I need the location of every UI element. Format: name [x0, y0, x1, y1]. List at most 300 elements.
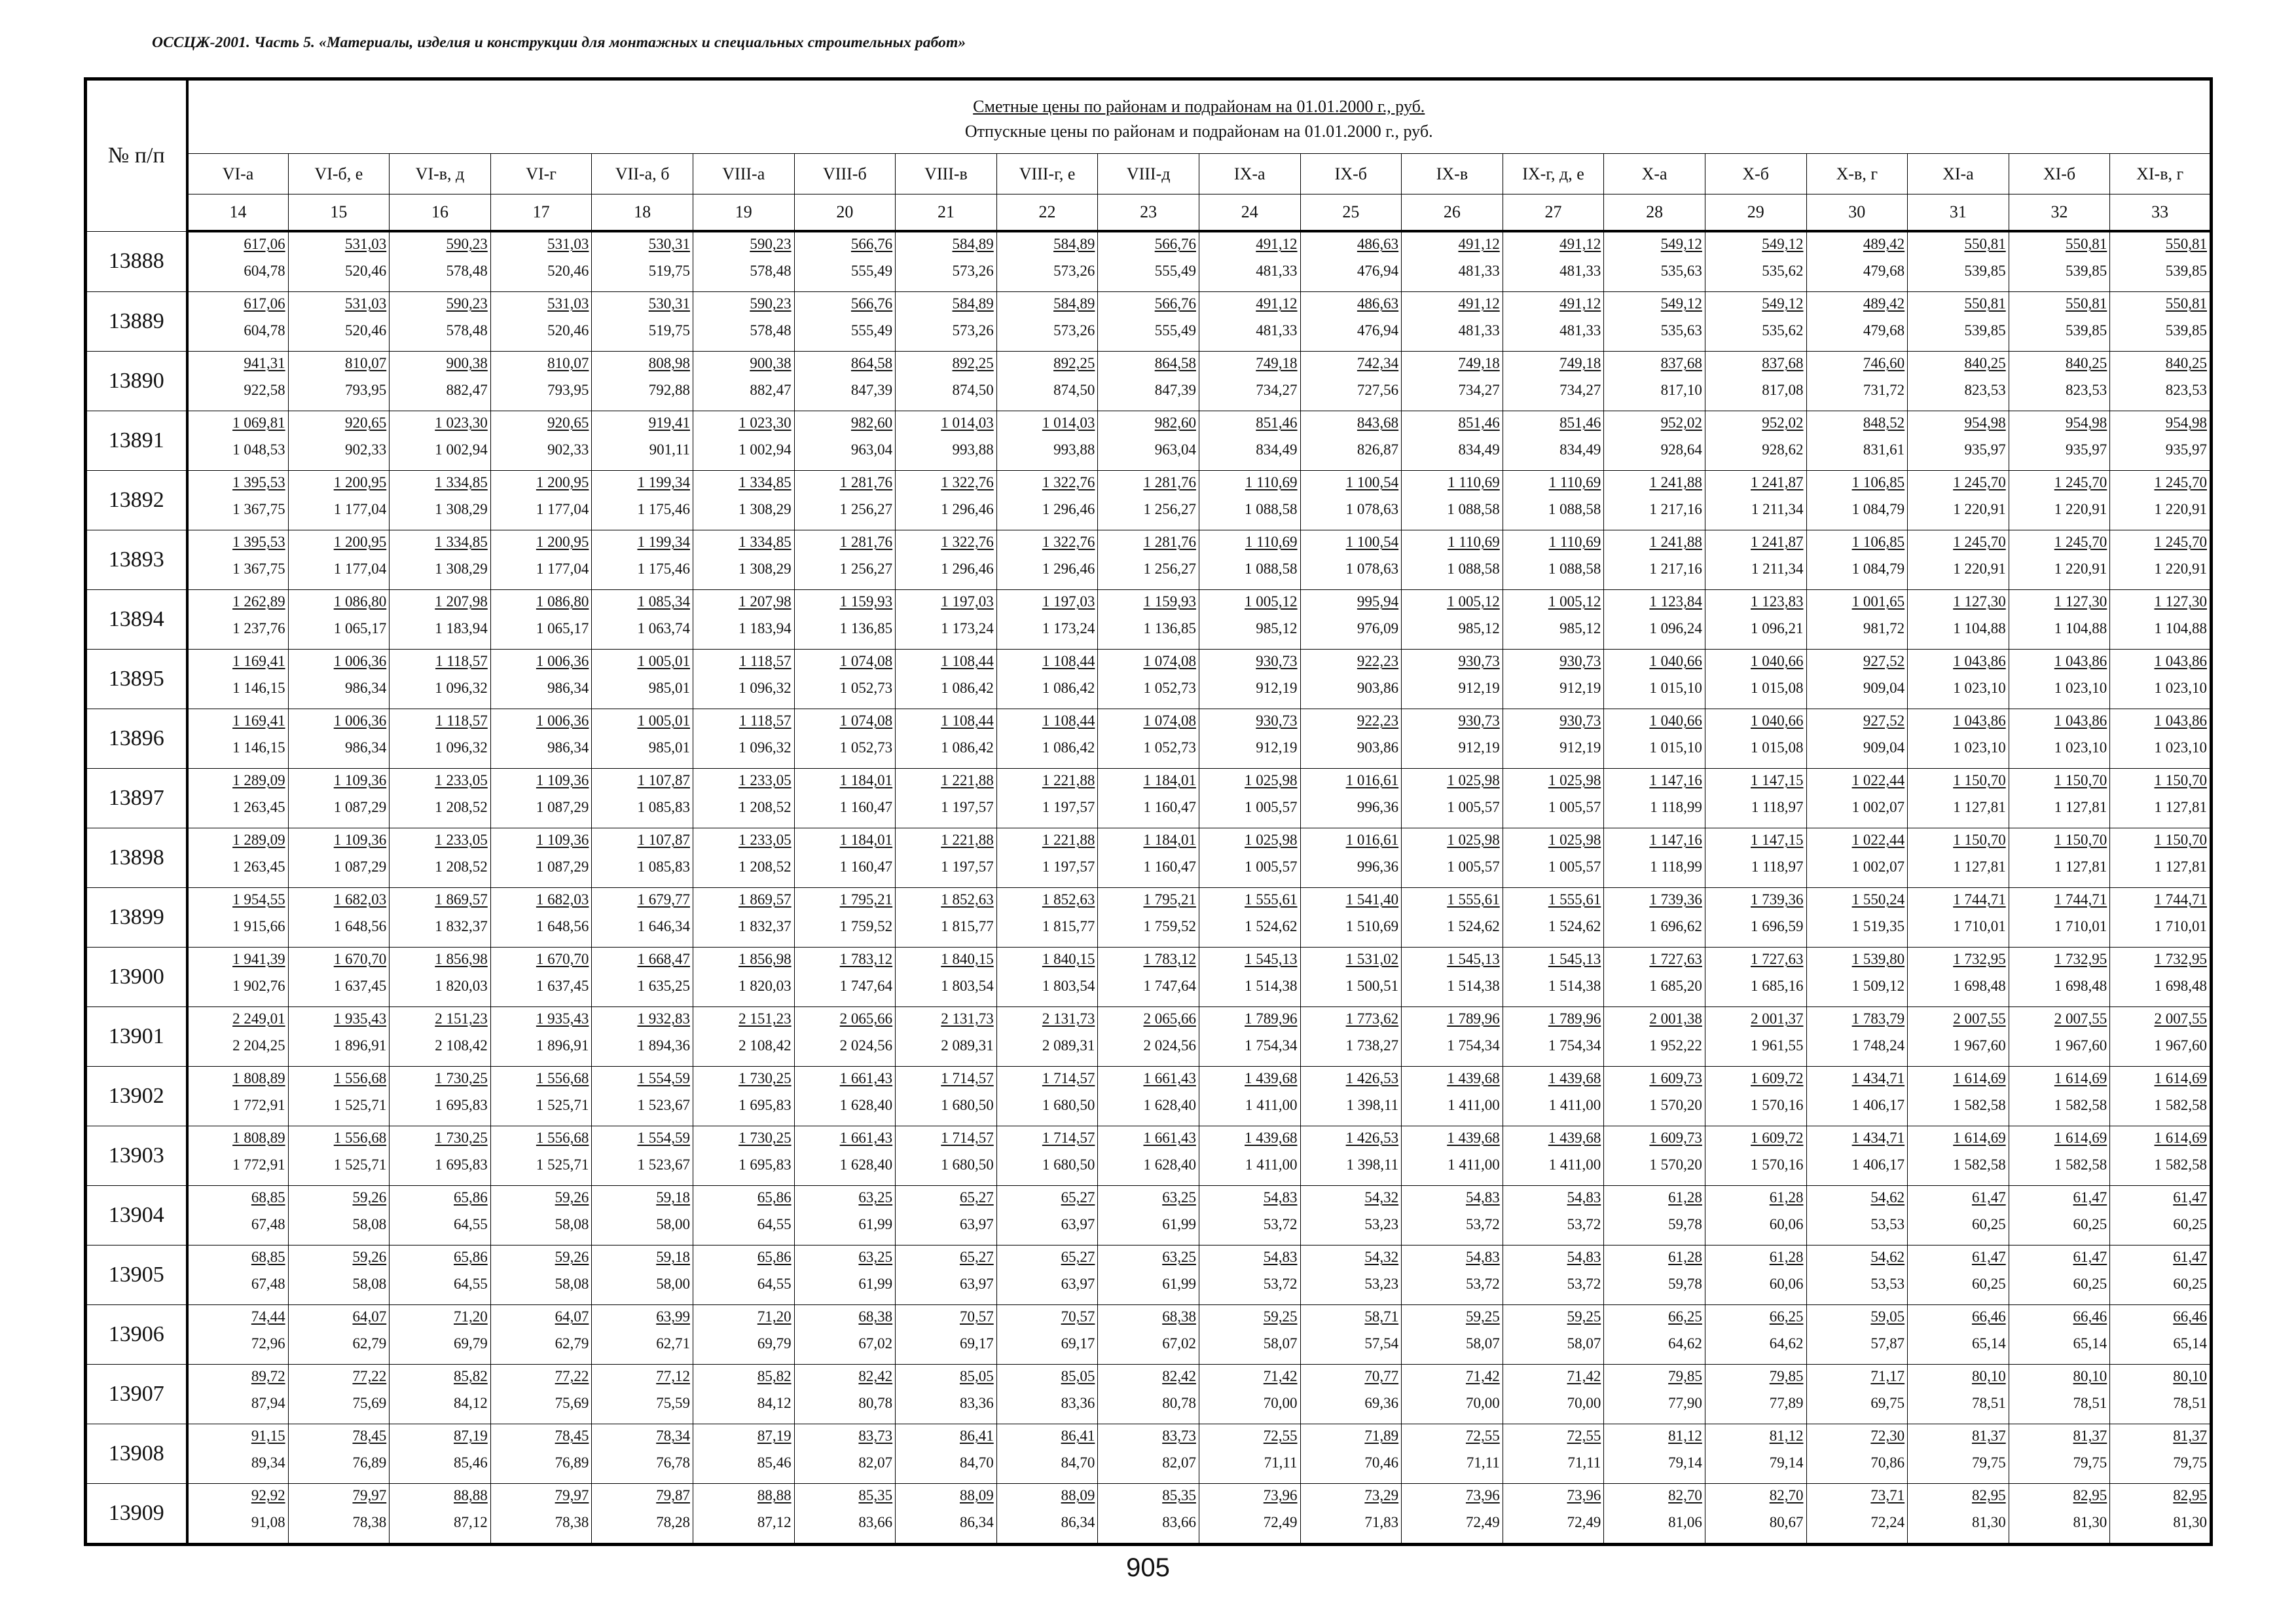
release-price: 69,36	[1364, 1395, 1399, 1411]
release-price: 912,19	[1256, 739, 1298, 756]
release-price: 1 088,58	[1447, 561, 1500, 577]
column-number-row	[86, 194, 2212, 232]
release-price: 555,49	[1154, 322, 1196, 339]
price-cell	[2110, 1424, 2212, 1484]
release-price: 1 296,46	[1042, 501, 1095, 517]
release-price: 1 411,00	[1548, 1097, 1601, 1113]
price-cell	[2009, 769, 2110, 828]
release-price: 847,39	[1154, 382, 1196, 398]
price-cell	[490, 1305, 592, 1365]
price-cell	[2009, 352, 2110, 411]
estimated-price: 85,05	[960, 1368, 994, 1384]
price-cell	[794, 948, 896, 1007]
price-cell	[996, 650, 1098, 709]
price-cell	[996, 1484, 1098, 1545]
release-price: 1 759,52	[1143, 918, 1196, 934]
release-price: 83,66	[858, 1514, 893, 1530]
release-price: 476,94	[1357, 322, 1399, 339]
price-cell	[794, 1186, 896, 1246]
price-cell	[1806, 231, 1908, 292]
price-cell	[1503, 1007, 1604, 1067]
price-cell	[390, 1246, 491, 1305]
estimated-price: 79,85	[1668, 1368, 1702, 1384]
release-price: 909,04	[1863, 739, 1905, 756]
release-price: 1 217,16	[1649, 561, 1702, 577]
release-price: 1 183,94	[738, 620, 792, 637]
price-cell	[187, 1305, 289, 1365]
estimated-price: 61,28	[1668, 1189, 1702, 1206]
estimated-price: 59,05	[1870, 1308, 1905, 1325]
release-price: 1 510,69	[1345, 918, 1399, 934]
estimated-price: 65,27	[1061, 1249, 1095, 1265]
price-cell	[288, 650, 390, 709]
price-cell	[1402, 1126, 1503, 1186]
release-price: 1 628,40	[1143, 1156, 1196, 1173]
release-price: 1 406,17	[1851, 1097, 1905, 1113]
release-price: 1 002,94	[435, 441, 488, 458]
price-cell	[693, 1246, 794, 1305]
estimated-price: 71,17	[1870, 1368, 1905, 1384]
price-cell	[187, 352, 289, 411]
estimated-price: 78,45	[352, 1428, 387, 1444]
estimated-price: 82,95	[2073, 1487, 2107, 1504]
price-cell	[693, 1126, 794, 1186]
price-cell	[1604, 828, 1705, 888]
price-cell	[794, 1126, 896, 1186]
price-cell	[1503, 471, 1604, 530]
price-cell	[2009, 1246, 2110, 1305]
column-number: 14	[187, 194, 289, 232]
price-cell	[896, 530, 997, 590]
release-price: 1 208,52	[738, 799, 792, 815]
estimated-price: 78,34	[656, 1428, 690, 1444]
estimated-price: 1 556,68	[536, 1070, 589, 1086]
price-cell	[1806, 1305, 1908, 1365]
release-price: 479,68	[1863, 263, 1905, 279]
release-price: 1 523,67	[637, 1156, 690, 1173]
release-price: 1 367,75	[232, 561, 285, 577]
price-cell	[288, 769, 390, 828]
price-cell	[996, 292, 1098, 352]
price-table	[84, 77, 2213, 1546]
price-cell	[288, 1186, 390, 1246]
release-price: 604,78	[244, 322, 285, 339]
release-price: 817,10	[1660, 382, 1702, 398]
price-cell	[1604, 411, 1705, 471]
estimated-price: 982,60	[1154, 415, 1196, 431]
estimated-price: 1 159,93	[839, 593, 893, 610]
price-cell	[288, 530, 390, 590]
price-cell	[490, 1067, 592, 1126]
table-row	[86, 1424, 2212, 1484]
price-cell	[996, 590, 1098, 650]
row-item-number: 13904	[86, 1186, 187, 1246]
release-price: 520,46	[547, 263, 589, 279]
estimated-price: 749,18	[1256, 355, 1298, 371]
price-cell	[490, 1424, 592, 1484]
row-item-number: 13899	[86, 888, 187, 948]
price-cell	[1098, 888, 1199, 948]
region-header: XI-б	[2009, 154, 2110, 194]
release-price: 481,33	[1256, 263, 1298, 279]
estimated-price: 810,07	[547, 355, 589, 371]
price-cell	[1705, 769, 1806, 828]
release-price: 76,78	[656, 1454, 690, 1471]
release-price: 1 085,83	[637, 799, 690, 815]
price-cell	[2009, 888, 2110, 948]
estimated-price: 491,12	[1458, 295, 1500, 312]
region-header: XI-а	[1908, 154, 2009, 194]
price-cell	[592, 1484, 693, 1545]
release-price: 1 646,34	[637, 918, 690, 934]
price-cell	[390, 888, 491, 948]
estimated-price: 1 184,01	[1143, 832, 1196, 848]
release-price: 1 696,62	[1649, 918, 1702, 934]
release-price: 60,25	[2173, 1216, 2207, 1232]
estimated-price: 1 739,36	[1649, 891, 1702, 908]
table-row	[86, 471, 2212, 530]
price-cell	[390, 1365, 491, 1424]
price-cell	[1806, 292, 1908, 352]
release-price: 59,78	[1668, 1216, 1702, 1232]
estimated-price: 65,27	[960, 1189, 994, 1206]
estimated-price: 566,76	[1154, 295, 1196, 312]
release-price: 1 160,47	[1143, 858, 1196, 875]
release-price: 963,04	[850, 441, 893, 458]
release-price: 1 582,58	[2154, 1097, 2207, 1113]
price-cell	[1806, 1186, 1908, 1246]
release-price: 1 086,42	[941, 739, 994, 756]
price-cell	[693, 1067, 794, 1126]
price-cell	[1300, 1305, 1402, 1365]
estimated-price: 840,25	[2165, 355, 2207, 371]
table-row	[86, 1067, 2212, 1126]
estimated-price: 1 744,71	[1953, 891, 2006, 908]
estimated-price: 843,68	[1357, 415, 1399, 431]
row-item-number: 13902	[86, 1067, 187, 1126]
estimated-price: 72,55	[1263, 1428, 1298, 1444]
estimated-price: 81,37	[2073, 1428, 2107, 1444]
estimated-price: 954,98	[1964, 415, 2006, 431]
release-price: 1 084,79	[1851, 501, 1905, 517]
release-price: 1 738,27	[1345, 1037, 1399, 1054]
estimated-price: 1 661,43	[1143, 1070, 1196, 1086]
estimated-price: 1 670,70	[536, 951, 589, 967]
price-cell	[592, 231, 693, 292]
price-cell	[390, 1007, 491, 1067]
release-price: 535,63	[1660, 322, 1702, 339]
estimated-price: 1 932,83	[637, 1010, 690, 1027]
price-cell	[693, 1007, 794, 1067]
release-price: 1 772,91	[232, 1097, 285, 1113]
estimated-price: 66,46	[2173, 1308, 2207, 1325]
table-row	[86, 888, 2212, 948]
release-price: 1 211,34	[1751, 561, 1804, 577]
estimated-price: 531,03	[547, 295, 589, 312]
price-cell	[1300, 292, 1402, 352]
price-cell	[1402, 590, 1503, 650]
price-cell	[1705, 1186, 1806, 1246]
release-price: 1 015,08	[1751, 680, 1804, 696]
estimated-price: 1 005,12	[1447, 593, 1500, 610]
release-price: 1 211,34	[1751, 501, 1804, 517]
release-price: 2 089,31	[1042, 1037, 1095, 1054]
release-price: 1 524,62	[1548, 918, 1601, 934]
estimated-price: 941,31	[244, 355, 285, 371]
release-price: 734,27	[1458, 382, 1500, 398]
release-price: 59,78	[1668, 1276, 1702, 1292]
price-cell	[2009, 1067, 2110, 1126]
estimated-price: 2 007,55	[1953, 1010, 2006, 1027]
price-cell	[490, 888, 592, 948]
estimated-price: 851,46	[1559, 415, 1601, 431]
release-price: 76,89	[352, 1454, 387, 1471]
estimated-price: 1 434,71	[1851, 1130, 1905, 1146]
price-cell	[1604, 1186, 1705, 1246]
release-price: 71,11	[1264, 1454, 1298, 1471]
release-price: 1 635,25	[637, 978, 690, 994]
price-cell	[2110, 411, 2212, 471]
estimated-price: 1 773,62	[1345, 1010, 1399, 1027]
estimated-price: 2 065,66	[1143, 1010, 1196, 1027]
estimated-price: 1 783,12	[1143, 951, 1196, 967]
row-item-number: 13895	[86, 650, 187, 709]
release-price: 77,89	[1769, 1395, 1804, 1411]
estimated-price: 1 856,98	[738, 951, 792, 967]
estimated-price: 1 556,68	[333, 1130, 387, 1146]
release-price: 1 263,45	[232, 858, 285, 875]
release-price: 60,25	[2173, 1276, 2207, 1292]
price-cell	[1503, 650, 1604, 709]
estimated-price: 1 289,09	[232, 832, 285, 848]
estimated-price: 851,46	[1256, 415, 1298, 431]
release-price: 1 411,00	[1245, 1097, 1298, 1113]
price-cell	[1705, 411, 1806, 471]
price-cell	[996, 411, 1098, 471]
estimated-price: 61,47	[2073, 1189, 2107, 1206]
estimated-price: 85,35	[858, 1487, 893, 1504]
row-item-number: 13898	[86, 828, 187, 888]
estimated-price: 1 789,96	[1548, 1010, 1601, 1027]
release-price: 71,11	[1466, 1454, 1500, 1471]
estimated-price: 1 783,12	[839, 951, 893, 967]
release-price: 70,00	[1263, 1395, 1298, 1411]
price-cell	[794, 292, 896, 352]
price-cell	[187, 650, 289, 709]
estimated-price: 1 795,21	[839, 891, 893, 908]
release-price: 604,78	[244, 263, 285, 279]
estimated-price: 66,46	[1971, 1308, 2006, 1325]
estimated-price: 584,89	[1053, 295, 1095, 312]
release-price: 831,61	[1863, 441, 1905, 458]
release-price: 1 524,62	[1447, 918, 1500, 934]
estimated-price: 1 434,71	[1851, 1070, 1905, 1086]
release-price: 53,72	[1567, 1216, 1601, 1232]
estimated-price: 86,41	[1061, 1428, 1095, 1444]
title-estimated-prices: Сметные цены по районам и подрайонам на 01.01.2000 г., руб.	[973, 96, 1425, 116]
column-number: 20	[794, 194, 896, 232]
price-cell	[1098, 650, 1199, 709]
release-price: 63,97	[960, 1216, 994, 1232]
estimated-price: 1 085,34	[637, 593, 690, 610]
estimated-price: 1 395,53	[232, 474, 285, 490]
release-price: 80,67	[1769, 1514, 1804, 1530]
release-price: 79,75	[1971, 1454, 2006, 1471]
release-price: 1 759,52	[839, 918, 893, 934]
column-number: 29	[1705, 194, 1806, 232]
estimated-price: 584,89	[1053, 236, 1095, 252]
estimated-price: 954,98	[2165, 415, 2207, 431]
release-price: 58,00	[656, 1216, 690, 1232]
release-price: 935,97	[1964, 441, 2006, 458]
price-cell	[693, 650, 794, 709]
release-price: 985,12	[1559, 620, 1601, 637]
release-price: 1 177,04	[333, 501, 387, 517]
price-cell	[794, 231, 896, 292]
release-price: 555,49	[850, 322, 893, 339]
release-price: 901,11	[649, 441, 690, 458]
release-price: 64,62	[1769, 1335, 1804, 1352]
price-cell	[794, 471, 896, 530]
price-cell	[2110, 1067, 2212, 1126]
row-item-number: 13907	[86, 1365, 187, 1424]
release-price: 1 160,47	[839, 799, 893, 815]
estimated-price: 1 954,55	[232, 891, 285, 908]
estimated-price: 920,65	[344, 415, 387, 431]
price-cell	[2110, 769, 2212, 828]
price-cell	[693, 828, 794, 888]
row-item-number: 13889	[86, 292, 187, 352]
estimated-price: 1 200,95	[333, 474, 387, 490]
release-price: 1 015,08	[1751, 739, 1804, 756]
price-cell	[2110, 828, 2212, 888]
estimated-price: 1 555,61	[1245, 891, 1298, 908]
estimated-price: 808,98	[648, 355, 690, 371]
estimated-price: 749,18	[1559, 355, 1601, 371]
region-header: IX-г, д, е	[1503, 154, 1604, 194]
price-cell	[1604, 709, 1705, 769]
price-cell	[896, 411, 997, 471]
price-cell	[1604, 1424, 1705, 1484]
region-header: IX-а	[1199, 154, 1300, 194]
price-cell	[1705, 1067, 1806, 1126]
table-row	[86, 769, 2212, 828]
release-price: 69,75	[1870, 1395, 1905, 1411]
price-cell	[592, 1126, 693, 1186]
estimated-price: 1 869,57	[435, 891, 488, 908]
estimated-price: 1 023,30	[435, 415, 488, 431]
estimated-price: 1 169,41	[232, 653, 285, 669]
price-cell	[1604, 1305, 1705, 1365]
release-price: 1 523,67	[637, 1097, 690, 1113]
estimated-price: 810,07	[344, 355, 387, 371]
release-price: 53,53	[1870, 1276, 1905, 1292]
column-number: 30	[1806, 194, 1908, 232]
price-cell	[2009, 1484, 2110, 1545]
release-price: 77,90	[1668, 1395, 1702, 1411]
release-price: 1 406,17	[1851, 1156, 1905, 1173]
estimated-price: 864,58	[850, 355, 893, 371]
release-price: 981,72	[1863, 620, 1905, 637]
estimated-price: 550,81	[2165, 236, 2207, 252]
estimated-price: 71,20	[757, 1308, 792, 1325]
estimated-price: 54,83	[1263, 1189, 1298, 1206]
release-price: 1 127,81	[2054, 858, 2107, 875]
estimated-price: 1 732,95	[2154, 951, 2207, 967]
price-cell	[1199, 530, 1300, 590]
price-cell	[896, 888, 997, 948]
estimated-price: 1 682,03	[536, 891, 589, 908]
release-price: 57,87	[1870, 1335, 1905, 1352]
release-price: 79,75	[2073, 1454, 2107, 1471]
price-cell	[1503, 411, 1604, 471]
price-cell	[1806, 1007, 1908, 1067]
release-price: 1 695,83	[435, 1097, 488, 1113]
estimated-price: 1 147,15	[1751, 772, 1804, 788]
price-cell	[1908, 1246, 2009, 1305]
estimated-price: 584,89	[952, 295, 994, 312]
estimated-price: 64,07	[352, 1308, 387, 1325]
release-price: 976,09	[1357, 620, 1399, 637]
release-price: 1 177,04	[536, 501, 589, 517]
column-number: 32	[2009, 194, 2110, 232]
estimated-price: 59,18	[656, 1189, 690, 1206]
estimated-price: 1 783,79	[1851, 1010, 1905, 1027]
release-price: 78,51	[1971, 1395, 2006, 1411]
estimated-price: 1 245,70	[1953, 534, 2006, 550]
release-price: 64,55	[757, 1276, 792, 1292]
estimated-price: 1 005,12	[1245, 593, 1298, 610]
price-cell	[187, 590, 289, 650]
estimated-price: 1 439,68	[1548, 1130, 1601, 1146]
price-cell	[1503, 1305, 1604, 1365]
estimated-price: 1 334,85	[435, 474, 488, 490]
price-cell	[2009, 709, 2110, 769]
price-cell	[1705, 828, 1806, 888]
estimated-price: 549,12	[1762, 295, 1804, 312]
estimated-price: 1 439,68	[1447, 1070, 1500, 1086]
estimated-price: 1 614,69	[1953, 1070, 2006, 1086]
price-cell	[592, 530, 693, 590]
column-number: 16	[390, 194, 491, 232]
price-cell	[1503, 1067, 1604, 1126]
estimated-price: 1 730,25	[435, 1130, 488, 1146]
release-price: 1 220,91	[2054, 561, 2107, 577]
release-price: 902,33	[547, 441, 589, 458]
release-price: 1 085,83	[637, 858, 690, 875]
release-price: 1 680,50	[941, 1156, 994, 1173]
price-cell	[490, 828, 592, 888]
release-price: 71,83	[1364, 1514, 1399, 1530]
release-price: 1 146,15	[232, 739, 285, 756]
estimated-price: 1 233,05	[435, 772, 488, 788]
release-price: 64,55	[454, 1276, 488, 1292]
row-item-number: 13905	[86, 1246, 187, 1305]
release-price: 63,97	[1061, 1216, 1095, 1232]
release-price: 1 308,29	[435, 561, 488, 577]
estimated-price: 59,25	[1465, 1308, 1500, 1325]
release-price: 58,08	[555, 1276, 589, 1292]
release-price: 69,79	[757, 1335, 792, 1352]
price-cell	[1402, 352, 1503, 411]
estimated-price: 617,06	[244, 295, 285, 312]
price-cell	[1300, 1007, 1402, 1067]
release-price: 58,07	[1465, 1335, 1500, 1352]
price-cell	[1098, 1484, 1199, 1545]
release-price: 1 104,88	[2054, 620, 2107, 637]
release-price: 72,96	[251, 1335, 285, 1352]
estimated-price: 930,73	[1458, 712, 1500, 729]
